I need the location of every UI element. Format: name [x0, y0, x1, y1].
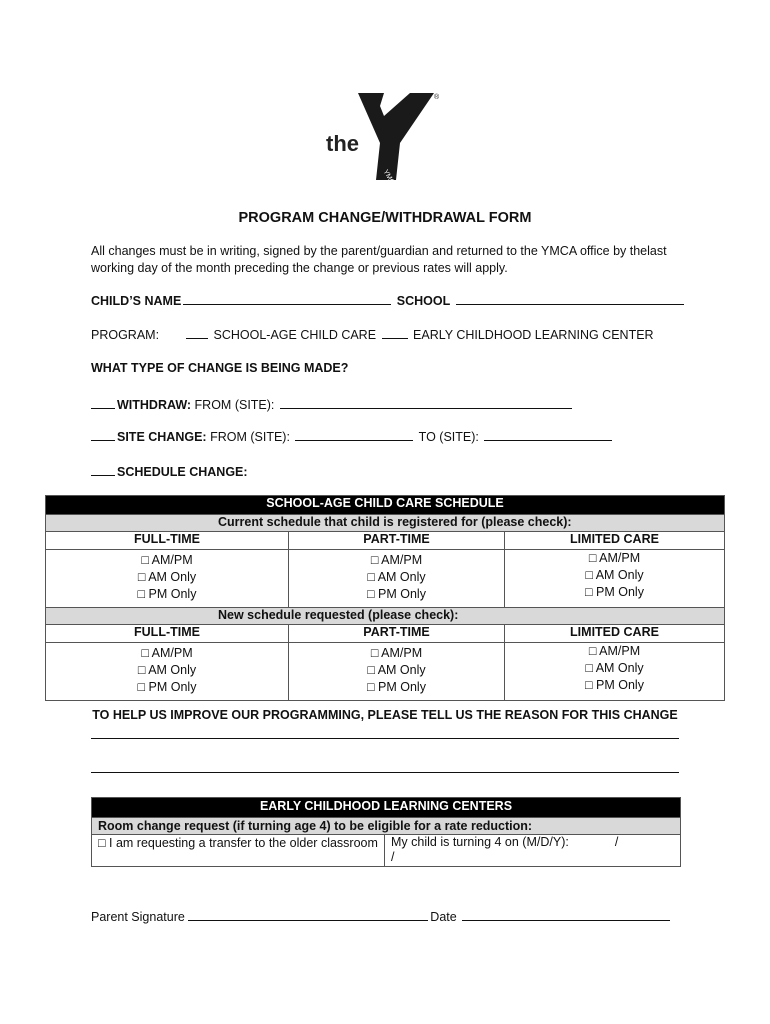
school-label: SCHOOL	[396, 294, 451, 308]
logo-sub: YMCA	[381, 168, 398, 188]
reason-label: TO HELP US IMPROVE OUR PROGRAMMING, PLEASE TELL US THE REASON FOR THIS CHANGE	[92, 708, 678, 722]
col-full-time: FULL-TIME	[46, 532, 289, 550]
turning-4-cell	[385, 835, 681, 867]
new-full-time-ampm[interactable]: □ AM/PM	[141, 646, 193, 660]
new-full-time-am[interactable]: □ AM Only	[137, 663, 197, 677]
school-field[interactable]	[456, 292, 684, 305]
current-full-time-ampm[interactable]: □ AM/PM	[141, 553, 193, 567]
withdraw-from-field[interactable]	[280, 396, 572, 409]
ecl-header: EARLY CHILDHOOD LEARNING CENTERS	[92, 798, 681, 818]
signature-label: Parent Signature	[91, 910, 185, 924]
schedule-header: SCHOOL-AGE CHILD CARE SCHEDULE	[46, 496, 725, 515]
site-from-label: FROM (SITE):	[210, 430, 290, 444]
current-full-time-options	[46, 550, 289, 608]
site-from-field[interactable]	[295, 428, 413, 441]
col-part-time: PART-TIME	[289, 532, 505, 550]
current-part-time-am[interactable]: □ AM Only	[367, 570, 426, 584]
form-title: PROGRAM CHANGE/WITHDRAWAL FORM	[238, 210, 532, 226]
new-full-time-options	[46, 643, 289, 701]
withdraw-checkbox[interactable]	[91, 396, 115, 409]
y-mark-icon	[358, 93, 434, 180]
schedule-change-row	[91, 463, 248, 479]
transfer-request[interactable]: □ I am requesting a transfer to the older classroom	[92, 835, 385, 867]
new-part-time-options	[289, 643, 505, 701]
program-label: PROGRAM:	[91, 328, 160, 342]
program-row	[91, 326, 654, 342]
intro-text: All changes must be in writing, signed by the parent/guardian and returned to the YMCA office by thelast working day of the month preceding the change or previous rates will apply.	[91, 244, 667, 275]
turning-4-label: My child is turning 4 on (M/D/Y):	[391, 835, 569, 849]
date-field[interactable]	[462, 908, 670, 921]
change-question: WHAT TYPE OF CHANGE IS BEING MADE?	[91, 361, 349, 375]
date-label: Date	[430, 910, 457, 924]
reason-line-2[interactable]	[91, 772, 679, 773]
new-full-time-pm[interactable]: □ PM Only	[137, 680, 197, 694]
registered-mark: ®	[434, 94, 440, 101]
program-school-age-checkbox[interactable]	[186, 326, 208, 339]
site-change-row	[91, 428, 614, 444]
withdraw-label: WITHDRAW:	[117, 398, 192, 412]
col-full-time-new: FULL-TIME	[46, 625, 289, 643]
program-option-school-age: SCHOOL-AGE CHILD CARE	[213, 328, 377, 342]
current-schedule-label: Current schedule that child is registered for (please check):	[46, 515, 725, 532]
child-name-label: CHILD’S NAME	[91, 294, 182, 308]
col-limited-care: LIMITED CARE	[505, 532, 725, 550]
signature-field[interactable]	[188, 908, 428, 921]
new-part-time-am[interactable]: □ AM Only	[367, 663, 426, 677]
ecl-subheader: Room change request (if turning age 4) to be eligible for a rate reduction:	[92, 818, 681, 835]
child-name-row	[91, 292, 686, 308]
new-limited-ampm[interactable]: □ AM/PM	[588, 644, 641, 658]
new-part-time-pm[interactable]: □ PM Only	[367, 680, 426, 694]
program-early-childhood-checkbox[interactable]	[382, 326, 408, 339]
new-limited-options	[505, 643, 725, 701]
new-part-time-ampm[interactable]: □ AM/PM	[370, 646, 423, 660]
date-slash-1: /	[614, 835, 619, 849]
signature-row	[91, 908, 672, 924]
site-to-label: TO (SITE):	[418, 430, 479, 444]
col-limited-care-new: LIMITED CARE	[505, 625, 725, 643]
schedule-table	[45, 495, 725, 701]
logo-text: the	[326, 131, 359, 156]
child-name-field[interactable]	[183, 292, 391, 305]
current-part-time-pm[interactable]: □ PM Only	[367, 587, 426, 601]
current-full-time-pm[interactable]: □ PM Only	[137, 587, 197, 601]
current-limited-ampm[interactable]: □ AM/PM	[588, 551, 641, 565]
current-limited-am[interactable]: □ AM Only	[585, 568, 644, 582]
schedule-change-label: SCHEDULE CHANGE:	[117, 465, 248, 479]
date-slash-2: /	[391, 850, 395, 864]
site-change-label: SITE CHANGE:	[117, 430, 207, 444]
withdraw-row	[91, 396, 574, 412]
current-full-time-am[interactable]: □ AM Only	[137, 570, 197, 584]
site-change-checkbox[interactable]	[91, 428, 115, 441]
schedule-change-checkbox[interactable]	[91, 463, 115, 476]
current-limited-options	[505, 550, 725, 608]
program-option-early-childhood: EARLY CHILDHOOD LEARNING CENTER	[413, 328, 654, 342]
new-schedule-label: New schedule requested (please check):	[46, 608, 725, 625]
reason-line-1[interactable]	[91, 738, 679, 739]
new-limited-am[interactable]: □ AM Only	[585, 661, 644, 675]
ecl-table	[91, 797, 681, 867]
withdraw-from-label: FROM (SITE):	[194, 398, 275, 412]
new-limited-pm[interactable]: □ PM Only	[585, 678, 644, 692]
col-part-time-new: PART-TIME	[289, 625, 505, 643]
current-limited-pm[interactable]: □ PM Only	[585, 585, 644, 599]
current-part-time-options	[289, 550, 505, 608]
current-part-time-ampm[interactable]: □ AM/PM	[370, 553, 423, 567]
site-to-field[interactable]	[484, 428, 612, 441]
ymca-logo	[320, 88, 450, 188]
